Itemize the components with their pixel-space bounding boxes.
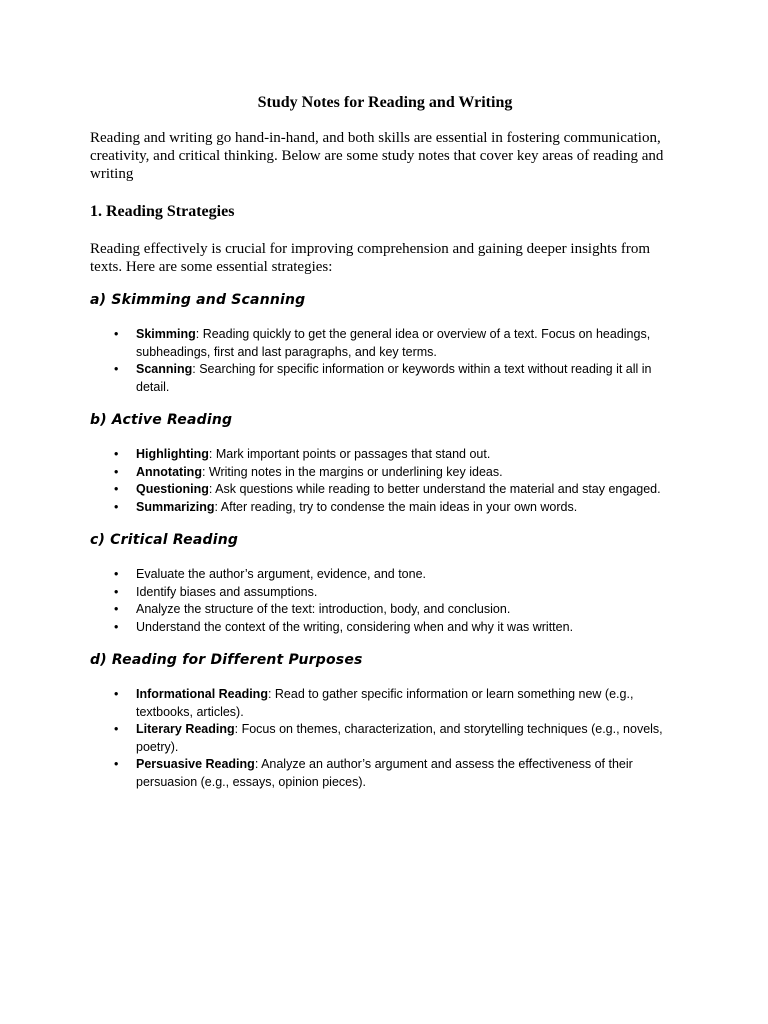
document-title: Study Notes for Reading and Writing (257, 94, 513, 111)
list-item-term: Scanning (136, 362, 193, 376)
list-item-term: Highlighting (136, 447, 209, 461)
list-item-text: : Analyze an author’s argument and assess the effectiveness of their persuasion (e.g., essays, opinion pieces). (136, 757, 633, 789)
subsection-heading-different-purposes: d) Reading for Different Purposes (90, 652, 363, 668)
list-item-text: : Ask questions while reading to better understand the material and stay engaged. (208, 482, 661, 496)
list-item (90, 499, 680, 517)
list-item-term: Questioning (136, 482, 209, 496)
list-item (90, 361, 680, 396)
list-item-text: : Mark important points or passages that stand out. (208, 447, 491, 461)
list-item-term: Informational Reading (136, 687, 268, 701)
intro-paragraph: Reading and writing go hand-in-hand, and both skills are essential in fostering communication, creativity, and critical thinking. Below are some study notes that cover key areas of reading and writing (90, 130, 664, 182)
list-item-text: : Read to gather specific information or learn something new (e.g., textbooks, articles). (136, 687, 634, 719)
list-item (90, 619, 680, 637)
list-item (90, 601, 680, 619)
list-item (90, 481, 680, 499)
list-item-text: Identify biases and assumptions. (136, 584, 318, 599)
list-item-text: : Reading quickly to get the general idea or overview of a text. Focus on headings, subheadings, first and last paragraphs, and key terms. (136, 327, 651, 359)
list-item-text: : After reading, try to condense the main ideas in your own words. (214, 499, 578, 514)
list-item (90, 721, 680, 756)
section-heading-reading-strategies: 1. Reading Strategies (90, 203, 235, 220)
list-item (90, 446, 680, 464)
list-item-term: Summarizing (136, 499, 215, 514)
list-item-term: Literary Reading (136, 722, 235, 736)
list-item (90, 756, 680, 791)
list-item-text: : Focus on themes, characterization, and storytelling techniques (e.g., novels, poetry). (136, 722, 663, 754)
bullet-list-active-reading (90, 446, 680, 516)
bullet-list-critical-reading (90, 566, 680, 636)
list-item-text: Evaluate the author’s argument, evidence, and tone. (136, 567, 427, 581)
subsection-heading-skimming-scanning: a) Skimming and Scanning (90, 292, 306, 308)
list-item-text: : Searching for specific information or keywords within a text without reading it all in detail. (136, 362, 652, 394)
subsection-heading-active-reading: b) Active Reading (90, 412, 233, 428)
list-item-text: : Writing notes in the margins or underlining key ideas. (201, 464, 503, 479)
bullet-list-different-purposes (90, 686, 680, 791)
list-item (90, 686, 680, 721)
list-item (90, 566, 680, 584)
subsection-heading-critical-reading: c) Critical Reading (90, 532, 239, 548)
list-item-term: Persuasive Reading (136, 757, 255, 771)
list-item (90, 464, 680, 482)
list-item (90, 326, 680, 361)
document-page (90, 92, 680, 805)
list-item-term: Skimming (136, 327, 196, 341)
bullet-list-skimming-scanning (90, 326, 680, 396)
list-item-text: Analyze the structure of the text: introduction, body, and conclusion. (136, 602, 511, 616)
section-intro-paragraph: Reading effectively is crucial for improving comprehension and gaining deeper insights from texts. Here are some essential strategies: (90, 241, 650, 275)
list-item-term: Annotating (136, 464, 202, 479)
list-item-text: Understand the context of the writing, considering when and why it was written. (136, 619, 574, 634)
list-item (90, 584, 680, 602)
